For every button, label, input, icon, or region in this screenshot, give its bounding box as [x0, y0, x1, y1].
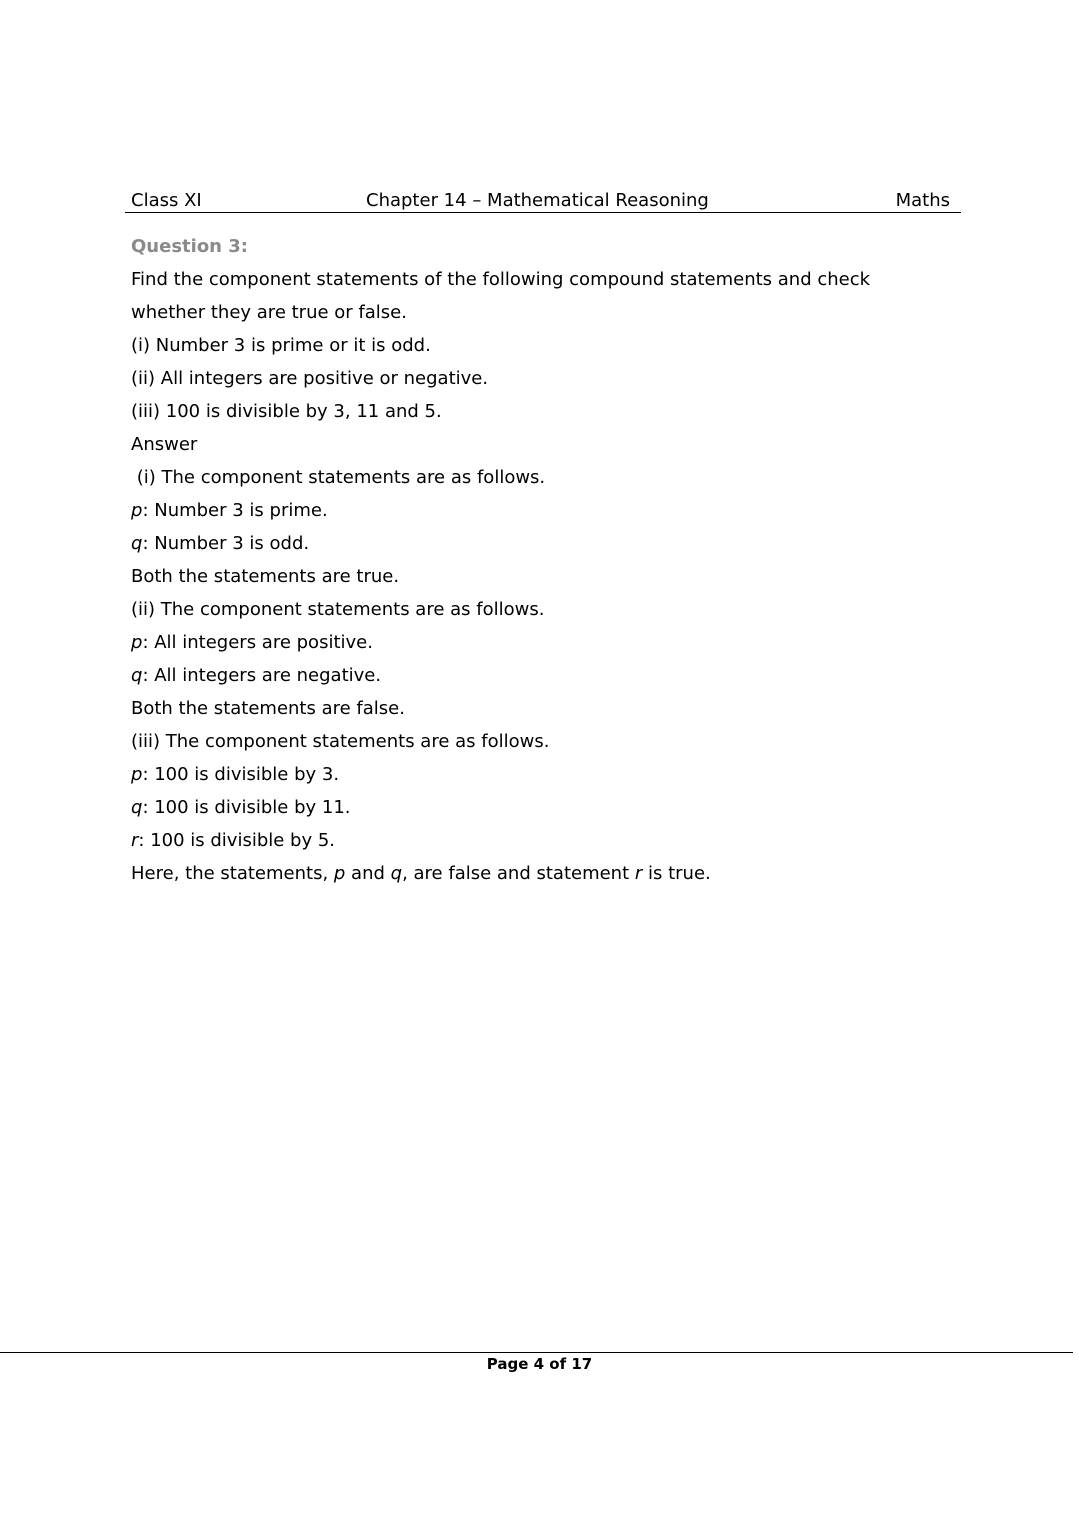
statement-text: : Number 3 is odd.: [142, 533, 310, 554]
header-chapter: Chapter 14 – Mathematical Reasoning: [366, 190, 709, 211]
variable: q: [390, 863, 403, 884]
statement-text: : Number 3 is prime.: [142, 500, 328, 521]
statement-text: : 100 is divisible by 5.: [138, 830, 336, 851]
variable: q: [131, 665, 143, 686]
variable: p: [131, 632, 143, 653]
answer-statement: [131, 794, 931, 827]
answer-label: Answer: [131, 434, 198, 455]
page-header: [125, 188, 961, 213]
variable: r: [634, 863, 643, 884]
answer-statement: [131, 497, 931, 530]
answer-conclusion: [131, 860, 931, 893]
question-text: Find the component statements of the following compound statements and check: [131, 269, 871, 290]
question-title: Question 3:: [131, 236, 248, 257]
question-text: whether they are true or false.: [131, 302, 407, 323]
page-content: [131, 233, 931, 893]
question-item: (ii) All integers are positive or negative.: [131, 368, 489, 389]
variable: p: [333, 863, 346, 884]
statement-text: : 100 is divisible by 11.: [142, 797, 351, 818]
variable: q: [131, 533, 143, 554]
statement-text: : All integers are positive.: [142, 632, 373, 653]
answer-text: (ii) The component statements are as follows.: [131, 599, 545, 620]
answer-statement: [131, 827, 931, 860]
variable: p: [131, 764, 143, 785]
answer-statement: [131, 761, 931, 794]
variable: p: [131, 500, 143, 521]
answer-text: (i) The component statements are as follows.: [131, 467, 546, 488]
answer-text: Both the statements are true.: [131, 566, 400, 587]
footer-divider: [0, 1352, 1073, 1353]
statement-text: : 100 is divisible by 3.: [142, 764, 340, 785]
answer-statement: [131, 629, 931, 662]
question-item: (iii) 100 is divisible by 3, 11 and 5.: [131, 401, 442, 422]
header-class: Class XI: [131, 190, 202, 211]
statement-text: : All integers are negative.: [142, 665, 382, 686]
text: , are false and statement: [402, 863, 635, 884]
variable: q: [131, 797, 143, 818]
text: is true.: [642, 863, 711, 884]
page-number: Page 4 of 17: [486, 1355, 593, 1373]
answer-text: Both the statements are false.: [131, 698, 405, 719]
text: Here, the statements,: [131, 863, 334, 884]
answer-statement: [131, 662, 931, 695]
question-item: (i) Number 3 is prime or it is odd.: [131, 335, 431, 356]
answer-text: (iii) The component statements are as follows.: [131, 731, 550, 752]
variable: r: [131, 830, 139, 851]
answer-statement: [131, 530, 931, 563]
header-subject: Maths: [895, 190, 950, 211]
text: and: [345, 863, 391, 884]
